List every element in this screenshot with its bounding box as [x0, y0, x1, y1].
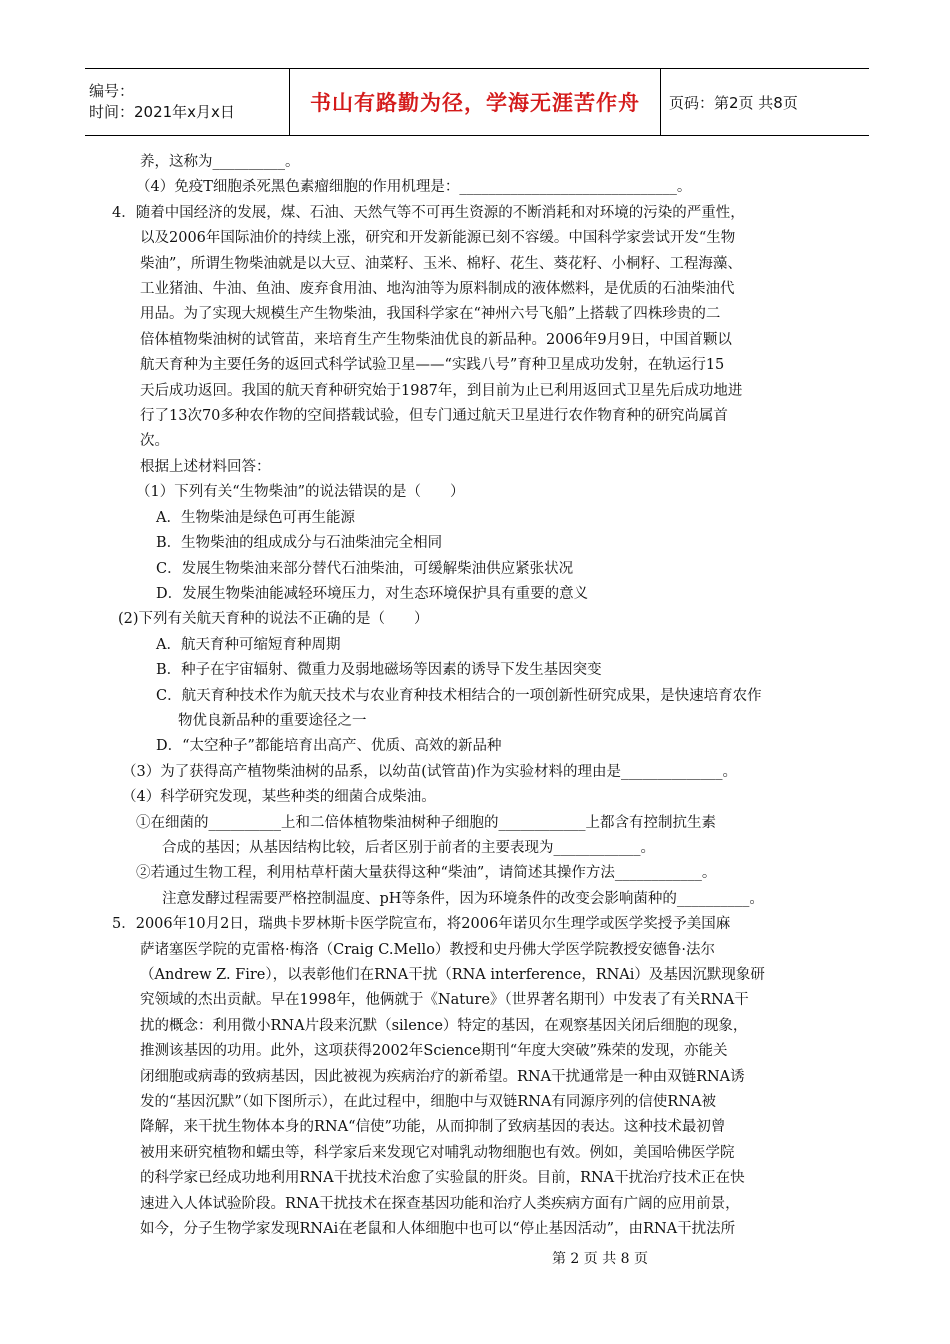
- sub-question: （1）下列有关“生物柴油”的说法错误的是（ ）: [136, 484, 465, 501]
- text-line: 行了13次70多种农作物的空间搭载试验，但专门通过航天卫星进行农作物育种的研究尚属首: [140, 408, 728, 425]
- question-5-heading: 5．2006年10月2日，瑞典卡罗林斯卡医学院宣布，将2006年诺贝尔生理学或医学奖授予美国麻: [112, 916, 731, 933]
- text-line: 注意发酵过程需要严格控制温度、pH等条件，因为环境条件的改变会影响菌种的__________。: [162, 890, 764, 907]
- header-page-info: 页码：第2页 共8页: [669, 93, 798, 112]
- text-line: 合成的基因；从基因结构比较，后者区别于前者的主要表现为____________。: [162, 839, 655, 856]
- sub-question: （4）科学研究发现，某些种类的细菌合成柴油。: [122, 789, 436, 806]
- text-line: 如今，分子生物学家发现RNAi在老鼠和人体细胞中也可以“停止基因活动”，由RNA干扰法所: [140, 1221, 736, 1238]
- text-line: （Andrew Z. Fire），以表彰他们在RNA干扰（RNA interference，RNAi）及基因沉默现象研: [140, 967, 765, 983]
- number-label: 编号：: [89, 82, 135, 100]
- text-line: 工业猪油、牛油、鱼油、废弃食用油、地沟油等为原料制成的液体燃料，是优质的石油柴油代: [140, 281, 735, 298]
- header-meta: [85, 69, 290, 135]
- sub-question: (2)下列有关航天育种的说法不正确的是（ ）: [118, 611, 429, 628]
- text-line: 扰的概念：利用微小RNA片段来沉默（silence）特定的基因，在观察基因关闭后细胞的现象，: [140, 1017, 748, 1034]
- text-line: 柴油”，所谓生物柴油就是以大豆、油菜籽、玉米、棉籽、花生、葵花籽、小桐籽、工程海藻、: [140, 255, 742, 272]
- time-label: 时间：2021年x月x日: [89, 103, 235, 121]
- question-4-heading: 4．随着中国经济的发展，煤、石油、天然气等不可再生资源的不断消耗和对环境的污染的严重性，: [112, 204, 745, 221]
- text-line: 根据上述材料回答：: [140, 458, 271, 475]
- text-line: 航天育种为主要任务的返回式科学试验卫星——“实践八号”育种卫星成功发射，在轨运行15: [140, 357, 725, 374]
- text-line: 天后成功返回。我国的航天育种研究始于1987年，到目前为止已利用返回式卫星先后成功地进: [140, 382, 743, 399]
- option-line: C．航天育种技术作为航天技术与农业育种技术相结合的一项创新性研究成果，是快速培育农作: [156, 687, 762, 704]
- text-line: 闭细胞或病毒的致病基因，因此被视为疾病治疗的新希望。RNA干扰通常是一种由双链RNA诱: [140, 1068, 745, 1085]
- text-line: 用品。为了实现大规模生产生物柴油，我国科学家在“神州六号飞船”上搭载了四株珍贵的二: [140, 306, 721, 323]
- text-line: 速进入人体试验阶段。RNA干扰技术在探查基因功能和治疗人类疾病方面有广阔的应用前景，: [140, 1195, 740, 1212]
- option-line: C．发展生物柴油来部分替代石油柴油，可缓解柴油供应紧张状况: [156, 560, 574, 577]
- document-body: [112, 150, 842, 1242]
- text-line: 降解，来干扰生物体本身的RNA“信使”功能，从而抑制了致病基因的表达。这种技术最初曾: [140, 1119, 726, 1136]
- text-line: 发的“基因沉默”（如下图所示），在此过程中，细胞中与双链RNA有同源序列的信使RNA被: [140, 1094, 716, 1111]
- text-line: 推测该基因的功用。此外，这项获得2002年Science期刊“年度大突破”殊荣的发现，亦能关: [140, 1043, 728, 1060]
- text-line: 的科学家已经成功地利用RNA干扰技术治愈了实验鼠的肝炎。目前，RNA干扰治疗技术正在快: [140, 1170, 745, 1187]
- text-line: 养，这称为__________。: [140, 154, 300, 170]
- text-line: 萨诸塞医学院的克雷格·梅洛（Craig C.Mello）教授和史丹佛大学医学院教授安德鲁·法尔: [140, 941, 716, 958]
- option-line: D．“太空种子”都能培育出高产、优质、高效的新品种: [156, 738, 502, 755]
- option-line: A．生物柴油是绿色可再生能源: [156, 509, 355, 526]
- option-line: B．种子在宇宙辐射、微重力及弱地磁场等因素的诱导下发生基因突变: [156, 662, 602, 679]
- page-footer: [0, 1248, 950, 1268]
- text-line: 倍体植物柴油树的试管苗，来培育生产生物柴油优良的新品种。2006年9月9日，中国首颗以: [140, 331, 732, 348]
- text-line: 被用来研究植物和蠕虫等，科学家后来发现它对哺乳动物细胞也有效。例如，美国哈佛医学院: [140, 1144, 735, 1161]
- text-line: ②若通过生物工程，利用枯草杆菌大量获得这种“柴油”，请简述其操作方法____________。: [136, 865, 717, 882]
- option-line: B．生物柴油的组成成分与石油柴油完全相同: [156, 535, 443, 552]
- text-line: （4）免疫T细胞杀死黑色素瘤细胞的作用机理是：______________________________。: [136, 179, 692, 196]
- text-line: ①在细菌的__________上和二倍体植物柴油树种子细胞的____________上都含有控制抗生素: [136, 814, 716, 831]
- text-line: 以及2006年国际油价的持续上涨，研究和开发新能源已刻不容缓。中国科学家尝试开发“生物: [140, 230, 736, 247]
- footer-page-number: 第 2 页 共 8 页: [551, 1251, 649, 1267]
- text-line: 次。: [140, 433, 169, 450]
- header-motto: 书山有路勤为径，学海无涯苦作舟: [290, 69, 661, 135]
- option-line: A．航天育种可缩短育种周期: [156, 636, 341, 653]
- page-header: [85, 68, 869, 136]
- option-line: 物优良新品种的重要途径之一: [178, 712, 367, 729]
- sub-question: （3）为了获得高产植物柴油树的品系，以幼苗(试管苗)作为实验材料的理由是______________。: [122, 763, 738, 780]
- text-line: 究领域的杰出贡献。早在1998年，他俩就于《Nature》（世界著名期刊）中发表了有关RNA干: [140, 992, 749, 1009]
- option-line: D．发展生物柴油能减轻环境压力，对生态环境保护具有重要的意义: [156, 585, 589, 602]
